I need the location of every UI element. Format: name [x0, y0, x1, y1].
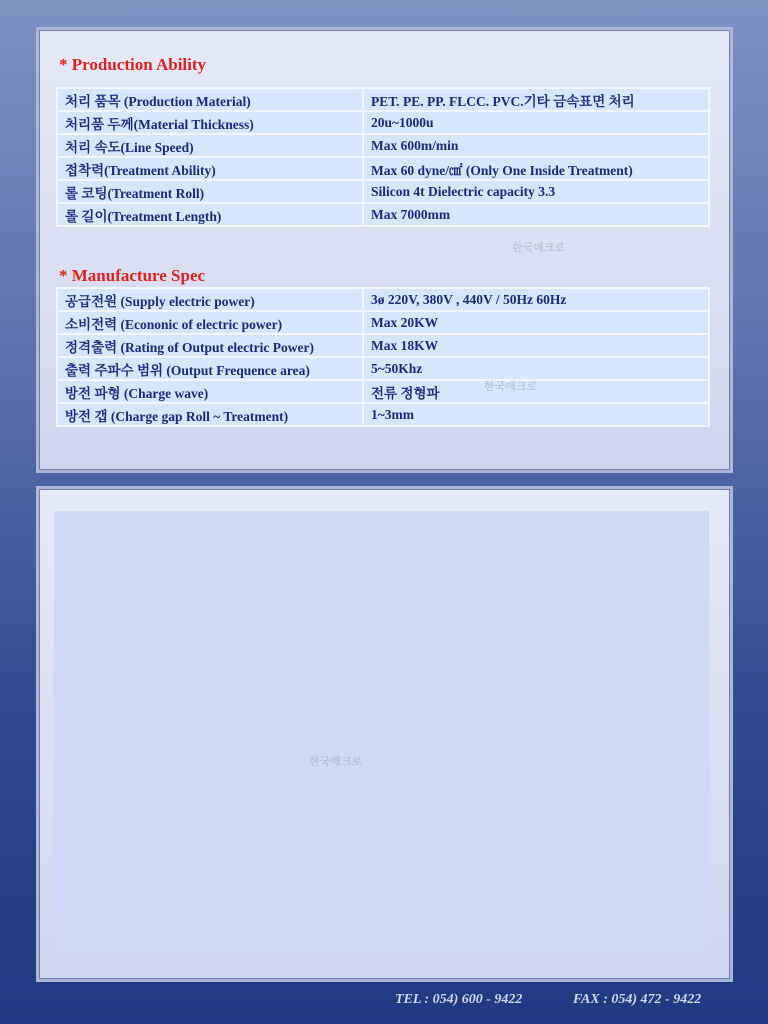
row-label: 정격출력 (Rating of Output electric Power) [57, 334, 363, 357]
feature-list [54, 511, 709, 956]
footer-fax: FAX : 054) 472 - 9422 [573, 992, 702, 1007]
row-label: 접착력(Treatment Ability) [57, 157, 363, 180]
watermark: 한국매크로 [484, 380, 538, 393]
row-label: 처리 품목 (Production Material) [57, 88, 363, 111]
table-row [57, 88, 709, 111]
row-label: 롤 코팅(Treatment Roll) [57, 180, 363, 203]
row-value: Max 60 dyne/㎠ (Only One Inside Treatment) [363, 157, 709, 180]
row-label: 공급전원 (Supply electric power) [57, 288, 363, 311]
row-value: 20u~1000u [363, 111, 709, 134]
row-value: Max 20KW [363, 311, 709, 334]
features-panel [36, 486, 733, 982]
watermark: 한국매크로 [512, 241, 566, 254]
table-row [57, 334, 709, 357]
row-label: 출력 주파수 범위 (Output Frequence area) [57, 357, 363, 380]
manufacture-spec-title: * Manufacture Spec [59, 266, 206, 285]
table-row [57, 134, 709, 157]
table-row [57, 357, 709, 380]
table-row [57, 311, 709, 334]
row-value: 1~3mm [363, 403, 709, 426]
production-panel [36, 27, 733, 473]
table-row [57, 288, 709, 311]
row-label: 처리 속도(Line Speed) [57, 134, 363, 157]
table-row [57, 203, 709, 226]
table-row [57, 380, 709, 403]
table-row [57, 403, 709, 426]
row-label: 방전 갭 (Charge gap Roll ~ Treatment) [57, 403, 363, 426]
row-value: 5~50Khz [363, 357, 709, 380]
production-ability-title: * Production Ability [59, 55, 207, 74]
row-label: 방전 파형 (Charge wave) [57, 380, 363, 403]
row-value: Max 18KW [363, 334, 709, 357]
table-row [57, 111, 709, 134]
row-label: 처리품 두께(Material Thickness) [57, 111, 363, 134]
table-row [57, 180, 709, 203]
table-row [57, 157, 709, 180]
row-value: Max 600m/min [363, 134, 709, 157]
watermark: 한국매크로 [309, 755, 363, 768]
row-label: 소비전력 (Econonic of electric power) [57, 311, 363, 334]
production-ability-table [56, 87, 710, 227]
contact-footer [0, 992, 768, 1014]
row-value: 전류 정형파 [363, 380, 709, 403]
row-value: Max 7000mm [363, 203, 709, 226]
footer-tel: TEL : 054) 600 - 9422 [395, 992, 523, 1007]
row-value: 3ø 220V, 380V , 440V / 50Hz 60Hz [363, 288, 709, 311]
manufacture-spec-table [56, 287, 710, 427]
row-label: 롤 길이(Treatment Length) [57, 203, 363, 226]
row-value: PET. PE. PP. FLCC. PVC.기타 금속표면 처리 [363, 88, 709, 111]
row-value: Silicon 4t Dielectric capacity 3.3 [363, 180, 709, 203]
